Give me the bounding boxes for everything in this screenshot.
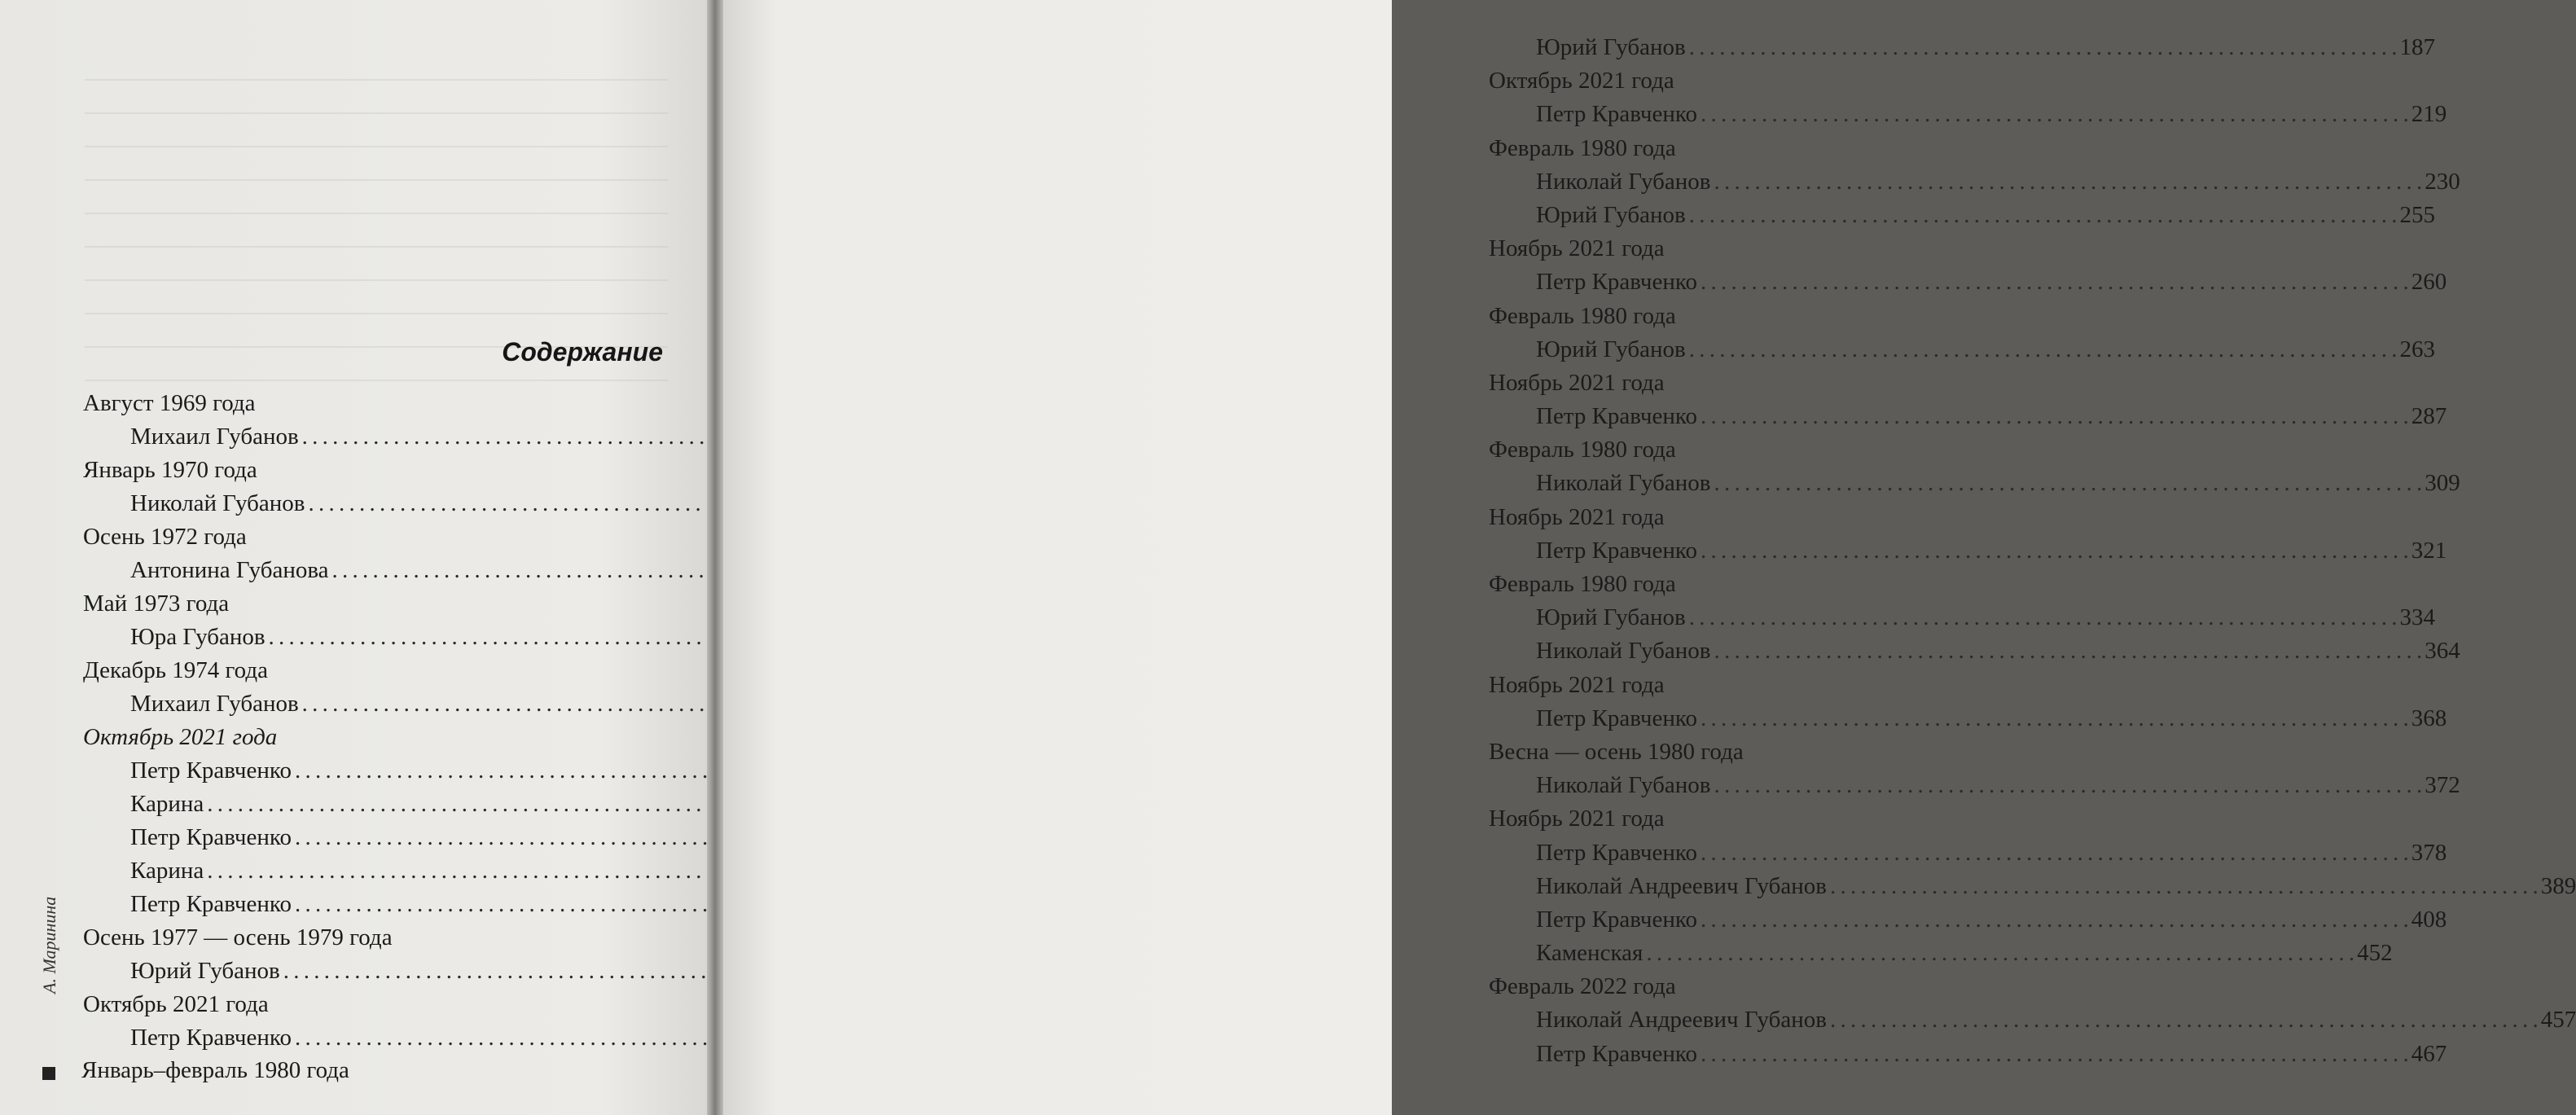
dot-leader	[1697, 98, 2411, 131]
toc-heading: Весна — осень 1980 года	[1489, 738, 1744, 765]
toc-right-column	[1489, 31, 2576, 1071]
toc-heading: Октябрь 2021 года	[83, 991, 269, 1017]
dot-leader	[1710, 769, 2425, 802]
toc-page-number: 408	[2411, 906, 2447, 933]
toc-entry[interactable]	[83, 754, 660, 788]
toc-heading: Февраль 1980 года	[1489, 437, 1676, 463]
dot-leader	[1697, 534, 2411, 568]
toc-page-number: 263	[2399, 336, 2435, 362]
toc-entry[interactable]	[1489, 400, 2447, 433]
toc-page-number: 321	[2411, 537, 2447, 564]
toc-entry-name: Михаил Губанов	[130, 424, 299, 450]
toc-heading: Ноябрь 2021 года	[1489, 235, 1665, 262]
toc-entry-name: Петр Кравченко	[1536, 1040, 1697, 1067]
toc-entry[interactable]	[1489, 333, 2435, 367]
toc-heading: Февраль 1980 года	[1489, 134, 1676, 161]
toc-heading: Октябрь 2021 года	[83, 724, 278, 750]
toc-heading: Май 1973 года	[83, 590, 230, 617]
toc-heading: Ноябрь 2021 года	[1489, 671, 1665, 698]
dot-leader	[1686, 199, 2400, 232]
toc-page-number: 378	[2411, 839, 2447, 866]
toc-heading: Осень 1977 — осень 1979 года	[83, 924, 393, 950]
toc-page-number: 372	[2425, 772, 2460, 799]
toc-entry-name: Карина	[130, 858, 204, 884]
toc-entry[interactable]	[1489, 634, 2460, 668]
toc-page-number: 309	[2425, 470, 2460, 497]
toc-entry[interactable]	[1489, 601, 2435, 634]
toc-entry-name: Юрий Губанов	[1536, 336, 1686, 362]
toc-entry-name: Николай Андреевич Губанов	[1536, 872, 1827, 899]
toc-title: Содержание	[502, 337, 663, 367]
toc-page-number: 452	[2357, 940, 2393, 967]
toc-heading: Август 1969 года	[83, 390, 256, 416]
toc-entry-name: Петр Кравченко	[1536, 101, 1697, 128]
dot-leader	[1697, 1038, 2411, 1071]
book-gutter	[707, 0, 723, 1115]
toc-page-number: 219	[2411, 101, 2447, 128]
toc-entry-name: Николай Губанов	[130, 490, 305, 516]
toc-entry[interactable]	[83, 420, 660, 454]
toc-entry-name: Антонина Губанова	[130, 557, 329, 583]
toc-heading: Октябрь 2021 года	[1489, 68, 1674, 94]
toc-heading: Февраль 2022 года	[1489, 973, 1676, 1000]
toc-heading: Февраль 1980 года	[1489, 302, 1676, 329]
toc-entry[interactable]	[1489, 266, 2447, 299]
toc-page-number: 334	[2399, 604, 2435, 631]
toc-entry[interactable]	[1489, 1003, 2576, 1037]
toc-page-number: 260	[2411, 269, 2447, 296]
toc-entry-name: Николай Губанов	[1536, 772, 1711, 799]
toc-entry[interactable]	[83, 821, 660, 854]
toc-entry-name: Юрий Губанов	[1536, 604, 1686, 631]
toc-heading: Ноябрь 2021 года	[1489, 806, 1665, 832]
toc-page-number: 187	[2399, 34, 2435, 60]
toc-entry[interactable]	[1489, 836, 2447, 870]
toc-entry-name: Карина	[130, 791, 204, 817]
toc-entry-name: Петр Кравченко	[1536, 403, 1697, 430]
toc-heading: Ноябрь 2021 года	[1489, 369, 1665, 396]
toc-entry[interactable]	[1489, 467, 2460, 500]
dot-leader	[1697, 400, 2411, 433]
dot-leader	[1710, 634, 2425, 668]
toc-entry-name: Петр Кравченко	[1536, 906, 1697, 933]
toc-entry[interactable]	[83, 854, 660, 888]
toc-entry[interactable]	[1489, 98, 2447, 131]
dot-leader	[1827, 1003, 2541, 1037]
toc-entry-name: Петр Кравченко	[130, 891, 292, 917]
toc-entry-name: Петр Кравченко	[1536, 705, 1697, 731]
toc-entry[interactable]	[1489, 903, 2447, 937]
bleed-through-text	[85, 47, 668, 381]
left-page	[0, 0, 707, 1115]
toc-entry[interactable]	[1489, 702, 2447, 735]
toc-entry-name: Михаил Губанов	[130, 691, 299, 717]
toc-entry-name: Николай Губанов	[1536, 470, 1711, 497]
toc-heading: Осень 1972 года	[83, 524, 247, 550]
toc-entry-name: Юрий Губанов	[1536, 34, 1686, 60]
toc-entry[interactable]	[1489, 937, 2393, 970]
dot-leader	[1697, 702, 2411, 735]
toc-entry[interactable]	[1489, 31, 2435, 64]
toc-heading: Январь 1970 года	[83, 457, 257, 483]
toc-heading: Февраль 1980 года	[1489, 571, 1676, 597]
dot-leader	[1697, 903, 2411, 937]
toc-entry[interactable]	[1489, 165, 2460, 199]
toc-entry[interactable]	[1489, 769, 2460, 802]
toc-entry[interactable]	[83, 888, 660, 921]
section-marker-icon	[42, 1067, 55, 1080]
toc-entry[interactable]	[83, 788, 660, 821]
toc-entry-name: Петр Кравченко	[130, 757, 292, 784]
toc-entry-name: Петр Кравченко	[130, 1025, 292, 1051]
toc-heading: Декабрь 1974 года	[83, 657, 268, 683]
dot-leader	[1710, 467, 2425, 500]
toc-entry[interactable]	[83, 1021, 660, 1055]
toc-entry-name: Петр Кравченко	[130, 824, 292, 850]
right-page	[723, 0, 2576, 1115]
toc-page-number: 287	[2411, 403, 2447, 430]
toc-entry-name: Петр Кравченко	[1536, 839, 1697, 866]
dot-leader	[1697, 836, 2411, 870]
dot-leader	[1643, 937, 2357, 970]
toc-entry-name: Николай Андреевич Губанов	[1536, 1007, 1827, 1034]
toc-page-number: 467	[2411, 1040, 2447, 1067]
toc-entry-name: Юрий Губанов	[130, 958, 280, 984]
toc-entry[interactable]	[1489, 870, 2576, 903]
toc-entry[interactable]	[83, 554, 660, 587]
toc-page-number: 389	[2540, 872, 2576, 899]
toc-page-number: 364	[2425, 638, 2460, 665]
toc-page-number: 368	[2411, 705, 2447, 731]
dot-leader	[1697, 266, 2411, 299]
toc-entry-name: Петр Кравченко	[1536, 269, 1697, 296]
toc-entry-name: Юрий Губанов	[1536, 201, 1686, 228]
toc-entry[interactable]	[1489, 1038, 2447, 1071]
toc-heading: Ноябрь 2021 года	[1489, 503, 1665, 530]
toc-entry-name: Юра Губанов	[130, 624, 265, 650]
dot-leader	[1686, 31, 2400, 64]
toc-entry-name: Каменская	[1536, 940, 1643, 967]
dot-leader	[1686, 333, 2400, 367]
toc-entry[interactable]	[1489, 534, 2447, 568]
toc-left-column	[83, 387, 660, 1055]
running-author: А. Маринина	[39, 896, 59, 994]
dot-leader	[1686, 601, 2400, 634]
toc-entry-name: Николай Губанов	[1536, 168, 1711, 195]
dot-leader	[1827, 870, 2541, 903]
toc-entry[interactable]	[83, 621, 660, 654]
toc-page-number: 255	[2399, 201, 2435, 228]
toc-entry[interactable]	[83, 955, 660, 988]
toc-entry[interactable]	[83, 487, 660, 520]
toc-entry-name: Петр Кравченко	[1536, 537, 1697, 564]
toc-heading: Январь–февраль 1980 года	[81, 1057, 349, 1083]
toc-page-number: 230	[2425, 168, 2460, 195]
toc-page-number: 457	[2540, 1007, 2576, 1034]
dot-leader	[1710, 165, 2425, 199]
toc-entry[interactable]	[1489, 199, 2435, 232]
toc-entry[interactable]	[83, 687, 660, 721]
toc-entry-name: Николай Губанов	[1536, 638, 1711, 665]
